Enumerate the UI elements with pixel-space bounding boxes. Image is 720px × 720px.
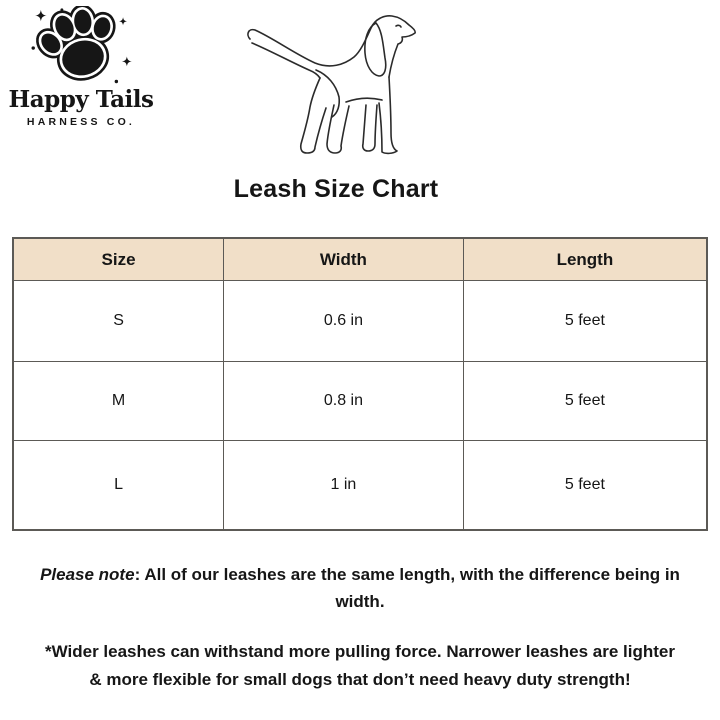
brand-logo	[2, 6, 160, 128]
cell-size: S	[13, 281, 224, 362]
dog-illustration-icon	[245, 13, 435, 163]
page-title: Leash Size Chart	[233, 175, 439, 203]
cell-size: L	[13, 441, 224, 531]
dog-line-art	[245, 13, 435, 163]
brand-name: Happy Tails	[8, 86, 154, 113]
cell-width: 1 in	[224, 441, 464, 531]
table-row-large	[13, 441, 707, 531]
table-row-medium	[13, 362, 707, 441]
paw-print-icon	[25, 6, 137, 92]
cell-length: 5 feet	[463, 281, 707, 362]
cell-length: 5 feet	[463, 362, 707, 441]
table-row-small	[13, 281, 707, 362]
brand-subtitle: HARNESS CO.	[26, 116, 136, 128]
table-header-row	[13, 238, 707, 281]
note-same-length	[28, 561, 692, 615]
column-header-width: Width	[224, 238, 464, 281]
cell-width: 0.6 in	[224, 281, 464, 362]
note-prefix: Please note	[40, 565, 135, 584]
cell-width: 0.8 in	[224, 362, 464, 441]
note-width-explanation: *Wider leashes can withstand more pulling force. Narrower leashes are lighter & more flexible for small dogs that don’t need heavy duty strength!	[45, 642, 675, 689]
column-header-length: Length	[463, 238, 707, 281]
cell-size: M	[13, 362, 224, 441]
column-header-size: Size	[13, 238, 224, 281]
leash-size-table	[12, 237, 708, 531]
cell-length: 5 feet	[463, 441, 707, 531]
note-body: : All of our leashes are the same length, with the difference being in width.	[134, 565, 680, 611]
